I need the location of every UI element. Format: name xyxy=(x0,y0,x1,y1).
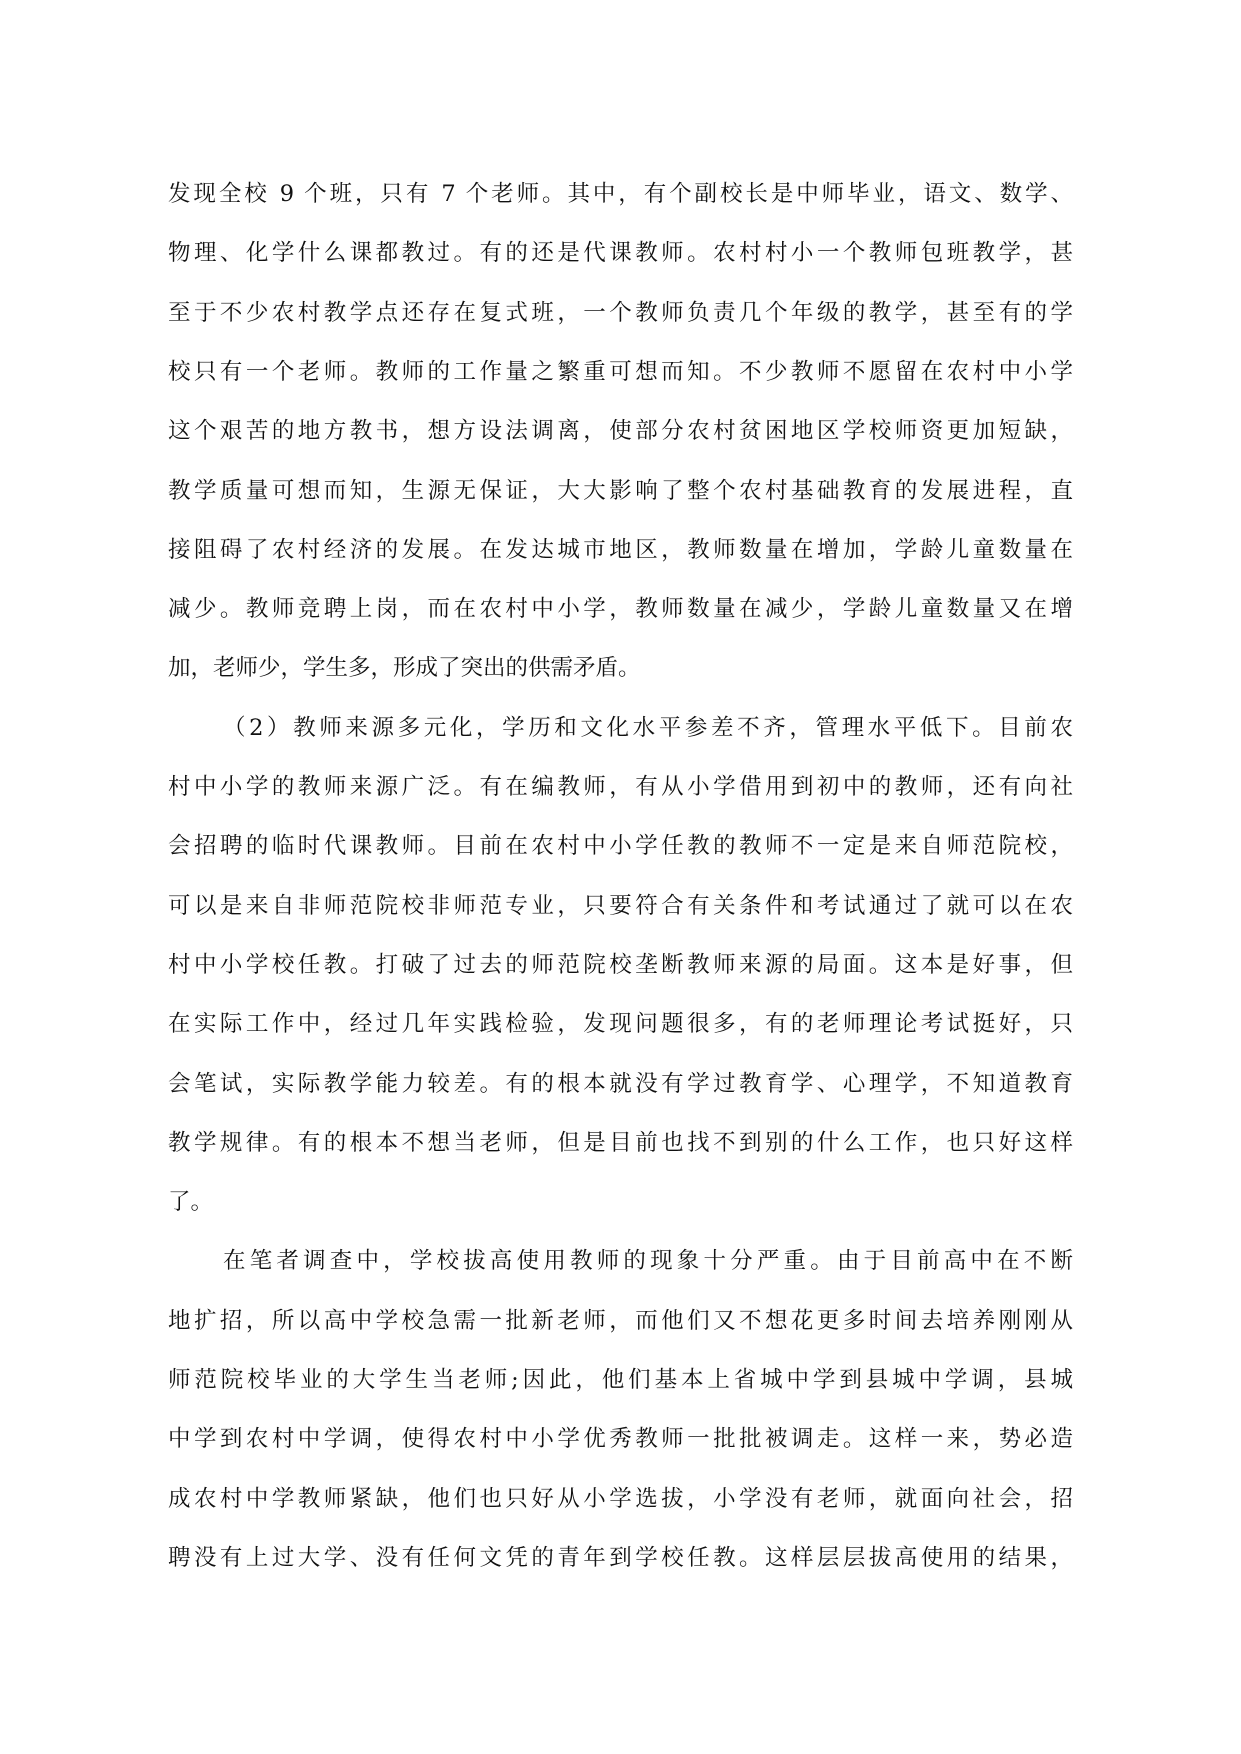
text-line: 会笔试，实际教学能力较差。有的根本就没有学过教育学、心理学，不知道教育 xyxy=(168,1071,1073,1097)
text-line: 中学到农村中学调，使得农村中小学优秀教师一批批被调走。这样一来，势必造 xyxy=(168,1426,1073,1452)
text-line: 这个艰苦的地方教书，想方设法调离，使部分农村贫困地区学校师资更加短缺， xyxy=(168,418,1073,444)
text-line: 村中小学的教师来源广泛。有在编教师，有从小学借用到初中的教师，还有向社 xyxy=(168,774,1073,800)
text-line: 可以是来自非师范院校非师范专业，只要符合有关条件和考试通过了就可以在农 xyxy=(168,893,1073,919)
text-line: 聘没有上过大学、没有任何文凭的青年到学校任教。这样层层拔高使用的结果， xyxy=(168,1545,1073,1571)
text-line: 校只有一个老师。教师的工作量之繁重可想而知。不少教师不愿留在农村中小学 xyxy=(168,359,1073,385)
text-line: （2）教师来源多元化，学历和文化水平参差不齐，管理水平低下。目前农 xyxy=(223,715,1073,741)
text-line: 教学质量可想而知，生源无保证，大大影响了整个农村基础教育的发展进程，直 xyxy=(168,478,1073,504)
text-line: 在实际工作中，经过几年实践检验，发现问题很多，有的老师理论考试挺好，只 xyxy=(168,1011,1073,1037)
text-line: 至于不少农村教学点还存在复式班，一个教师负责几个年级的教学，甚至有的学 xyxy=(168,300,1073,326)
text-line: 教学规律。有的根本不想当老师，但是目前也找不到别的什么工作，也只好这样 xyxy=(168,1130,1073,1156)
text-line: 减少。教师竞聘上岗，而在农村中小学，教师数量在减少，学龄儿童数量又在增 xyxy=(168,596,1073,622)
text-line: 会招聘的临时代课教师。目前在农村中小学任教的教师不一定是来自师范院校， xyxy=(168,833,1073,859)
text-line: 村中小学校任教。打破了过去的师范院校垄断教师来源的局面。这本是好事，但 xyxy=(168,952,1073,978)
text-line: 发现全校 9 个班，只有 7 个老师。其中，有个副校长是中师毕业，语文、数学、 xyxy=(168,181,1073,207)
text-line: 地扩招，所以高中学校急需一批新老师，而他们又不想花更多时间去培养刚刚从 xyxy=(168,1308,1073,1334)
text-line: 了。 xyxy=(168,1189,214,1215)
text-line: 成农村中学教师紧缺，他们也只好从小学选拔，小学没有老师，就面向社会，招 xyxy=(168,1486,1073,1512)
text-line: 加，老师少，学生多，形成了突出的供需矛盾。 xyxy=(168,655,641,681)
text-line: 物理、化学什么课都教过。有的还是代课教师。农村村小一个教师包班教学，甚 xyxy=(168,240,1073,266)
text-line: 在笔者调查中，学校拔高使用教师的现象十分严重。由于目前高中在不断 xyxy=(223,1248,1073,1274)
text-line: 接阻碍了农村经济的发展。在发达城市地区，教师数量在增加，学龄儿童数量在 xyxy=(168,537,1073,563)
text-line: 师范院校毕业的大学生当老师;因此，他们基本上省城中学到县城中学调，县城 xyxy=(168,1367,1073,1393)
